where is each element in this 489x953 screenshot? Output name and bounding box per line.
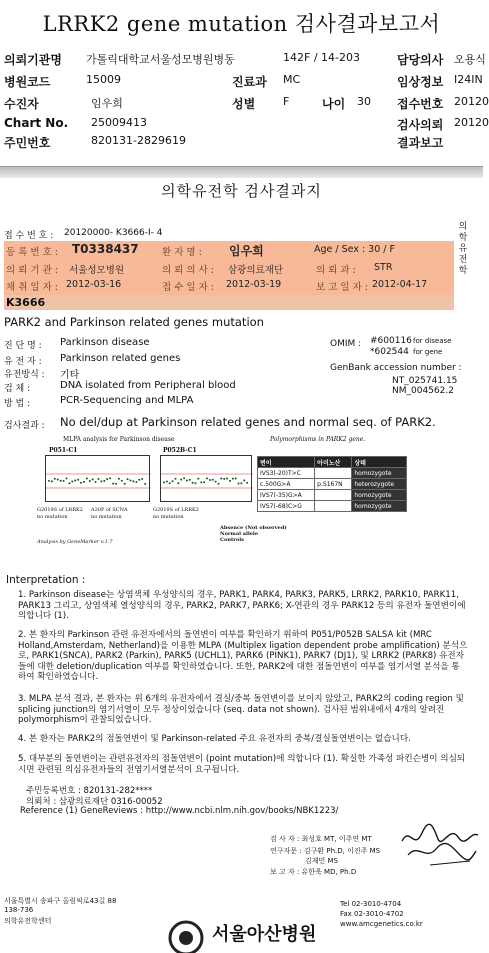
plot-point — [135, 481, 137, 483]
plot-point — [183, 477, 185, 479]
label-age: 나이 — [322, 97, 346, 111]
plot-point — [48, 480, 50, 482]
th-amino: 아미노산 — [315, 457, 352, 468]
plot-point — [200, 481, 202, 483]
staff-tester: 검 사 자 : 최성호 MT, 이주연 MT — [270, 835, 372, 843]
value-resident-no: 820131-2829619 — [91, 134, 186, 147]
method-value: PCR-Sequencing and MLPA — [60, 395, 194, 406]
plot-point — [103, 480, 105, 482]
plot-point — [115, 483, 117, 485]
table-row — [258, 468, 407, 479]
plot-point — [51, 480, 53, 482]
plot-point — [229, 480, 231, 482]
table-cell: IVS3(-20)T>C — [258, 468, 315, 479]
plot1-label: P051-C1 — [49, 447, 78, 454]
label-patient: 수진자 — [4, 97, 39, 111]
plot-point — [92, 478, 94, 480]
plot1-area — [45, 455, 150, 502]
plot-point — [74, 480, 76, 482]
plot-point — [95, 481, 97, 483]
ref-requester: 의뢰처 : 삼광의료재단 0316-00052 — [26, 797, 163, 807]
summary-row-chart — [0, 116, 489, 135]
label-attending-doctor: 담당의사 — [397, 53, 444, 67]
result-value: No del/dup at Parkinson related genes and normal seq. of PARK2. — [60, 415, 436, 429]
specimen-value: DNA isolated from Peripheral blood — [60, 380, 236, 391]
side-tab-char: 학 — [458, 233, 468, 243]
table-cell: IVS7(-35)G>A — [258, 490, 315, 501]
table-cell — [315, 501, 352, 512]
plot-point — [144, 483, 146, 485]
footer-fax: Fax 02-3010-4702 — [340, 910, 404, 918]
mlpa-title: MLPA analysis for Parkinson disease — [63, 436, 175, 443]
analysis-software: Analysis by GeneMarker v.1.7 — [37, 539, 113, 545]
plot-point — [60, 480, 62, 482]
plot-point — [169, 482, 171, 484]
th-status: 상태 — [352, 457, 407, 468]
gene-label: 유 전 자 : — [4, 357, 42, 367]
plot-point — [175, 478, 177, 480]
plot-point — [246, 482, 248, 484]
test-code-bar — [4, 295, 454, 310]
label-requesting-institution: 의뢰기관명 — [4, 53, 62, 67]
diagnosis-value: Parkinson disease — [60, 337, 150, 348]
summary-sheet — [0, 0, 489, 166]
plot2-points — [163, 477, 248, 485]
plot-point — [197, 478, 199, 480]
plot-point — [232, 478, 234, 480]
plot-point — [212, 479, 214, 481]
plot-point — [226, 478, 228, 480]
plot-point — [118, 478, 120, 480]
side-tab-char: 전 — [458, 255, 468, 265]
label-accession-no: 접수번호 — [397, 97, 444, 111]
omim-label: OMIM : — [330, 339, 362, 349]
plot-point — [109, 477, 111, 479]
plot1-svg — [46, 456, 151, 503]
plot-point — [80, 482, 82, 484]
accession-value: 20120000- K3666-I- 4 — [64, 228, 163, 238]
plot-point — [127, 478, 129, 480]
sheet-divider — [0, 166, 483, 178]
plot-point — [203, 481, 205, 483]
age-sex: Age / Sex : 30 / F — [314, 244, 395, 255]
value-requesting-institution: 가톨릭대학교서울성모병원병동 — [86, 53, 235, 66]
test-code: K3666 — [6, 296, 46, 309]
omim-disease-note: for disease — [413, 337, 452, 345]
value-patient: 임우희 — [91, 97, 123, 110]
plot-point — [100, 480, 102, 482]
interpretation-paragraph-4: 4. 본 환자는 PARK2의 점돌연변이 및 Parkinson-related 주요 유전자의 중복/결실돌연변이는 없습니다. — [18, 734, 411, 744]
hospital-name: 서울아산병원 — [212, 924, 317, 945]
label-request-date: 검사의뢰 — [397, 118, 444, 132]
annotation-1: G2019S of LRRK2 — [37, 507, 83, 513]
interpretation-paragraph-3: 3. MLPA 분석 결과, 본 환자는 위 6개의 유전자에서 결실/중복 돌연변이를 보이지 않았고, PARK2의 coding region 및 splicing junction의 염기서열이 모두 정상이었습니다 (seq. data not shown). 검사된 범위내에서 4개의 알려진 polymorphism이 관찰되었습니다. — [18, 694, 464, 725]
plot-point — [54, 478, 56, 480]
plot-point — [112, 483, 114, 485]
plot-point — [163, 481, 165, 483]
plot-point — [89, 480, 91, 482]
plot1-points — [48, 477, 146, 485]
plot-point — [186, 480, 188, 482]
table-cell — [315, 490, 352, 501]
org2-value: 삼광의료재단 — [228, 265, 284, 276]
org-value: 서울성모병원 — [69, 265, 125, 276]
value-hospital-code: 15009 — [86, 73, 121, 86]
specimen-label: 검 체 : — [4, 384, 31, 394]
dept-value: STR — [374, 262, 393, 273]
plot-point — [68, 482, 70, 484]
plot-point — [180, 479, 182, 481]
staff-advisor-2: 김재민 MS — [305, 857, 338, 865]
signature — [400, 821, 480, 871]
omim-disease: #600116 — [370, 336, 412, 346]
receive-date-label: 접 수 일 자 : — [162, 282, 214, 293]
plot-point — [124, 483, 126, 485]
plot-point — [172, 480, 174, 482]
summary-row-requester — [0, 51, 486, 70]
plot-point — [218, 483, 220, 485]
value-age: 30 — [357, 95, 371, 108]
label-sex: 성별 — [232, 97, 256, 111]
label-department: 진료과 — [232, 75, 267, 89]
value-sex: F — [283, 95, 290, 108]
gene-value: Parkinson related genes — [60, 353, 181, 364]
test-name: PARK2 and Parkinson related genes mutation — [4, 315, 264, 329]
footer-address: 서울특별시 송파구 올림픽로43길 88 — [4, 897, 117, 905]
label-chart-no: Chart No. — [4, 116, 69, 130]
accession-label: 접 수 번 호 : — [4, 231, 54, 241]
plot-point — [206, 477, 208, 479]
footer-tel: Tel 02-3010-4704 — [340, 900, 402, 908]
plot-point — [71, 481, 73, 483]
reg-no-value: T0338437 — [72, 242, 139, 256]
table-cell: c.500G>A — [258, 479, 315, 490]
org-label: 의 뢰 기 관 : — [6, 265, 58, 276]
method-label: 방 법 : — [4, 399, 31, 409]
annotation-2b: no mutation — [91, 514, 122, 520]
value-request-date: 20120 — [454, 116, 489, 129]
plot-point — [235, 478, 237, 480]
reference-link: Reference (1) GeneReviews : http://www.ncbi.nlm.nih.gov/books/NBK1223/ — [20, 806, 339, 816]
value-clinical-info: I24IN — [454, 73, 483, 86]
table-row — [258, 479, 407, 490]
result-figure — [35, 431, 445, 581]
report-title: 의학유전학 검사결과지 — [161, 182, 322, 200]
interpretation-paragraph-5: 5. 대부분의 돌연변이는 관련유전자의 점돌연변이 (point mutation)에 의합니다 (1). 확실한 가족성 파킨슨병이 의심되시면 관련된 의심유전자들의 전염기서열분석이 요구됩니다. — [18, 754, 466, 775]
plot-point — [130, 480, 132, 482]
annotation-2: A30P of SCNA — [91, 507, 128, 513]
plot-point — [166, 481, 168, 483]
interpretation-paragraph-1: 1. Parkinson disease는 상염색체 우성양식의 경우, PARK1, PARK4, PARK3, PARK5, LRRK2, PARK10, PARK11, PARK13 그리고, 상염색체 열성양식의 경우, PARK2, PARK7, PARK6; X-연관의 경우 PARK12 등의 유전자 돌연변이에 의합니다 (1). — [18, 590, 466, 621]
report-date-value: 2012-04-17 — [372, 279, 428, 290]
plot-point — [83, 481, 85, 483]
inheritance-label: 유전방식 : — [4, 370, 45, 380]
value-ward: 142F / 14-203 — [283, 51, 360, 64]
plot-point — [220, 478, 222, 480]
side-tab — [456, 222, 470, 277]
dept-label: 의 뢰 과 : — [316, 265, 356, 276]
receive-date-value: 2012-03-19 — [226, 279, 282, 290]
interpretation-paragraph-2: 2. 본 환자의 Parkinson 관련 유전자에서의 돌연변이 여부를 확인하기 위하여 P051/P052B SALSA kit (MRC Holland,Amsterdam, Netherland)을 이용한 MLPA (Multiplex ligation dependent probe amplification) 분석으로, PARK1(SNCA), PARK2 (Parkin), PARK5 (UCHL1), PARK6 (PINK1), PARK7 (DJ1), 및 LRRK2 (PARK8) 유전자들에 대한 deletion/duplication 여부를 확인하였습니다. 또한, PARK2에 대한 점돌연변이 여부를 염기서열 분석을 통하여 확인하였습니다. — [18, 630, 468, 682]
plot-point — [215, 481, 217, 483]
staff-reporter: 보 고 자 : 유한욱 MD, Ph.D — [270, 868, 357, 876]
footer-center: 의학유전학센터 — [4, 917, 52, 925]
legend-normal: Normal allele — [220, 531, 259, 537]
plot-point — [141, 478, 143, 480]
footer-web: www.amcgenetics.co.kr — [340, 920, 423, 928]
plot-point — [66, 478, 68, 480]
patient-info-block — [4, 241, 454, 295]
label-clinical-info: 임상정보 — [397, 75, 444, 89]
summary-row-patient — [0, 95, 489, 114]
plot-point — [195, 482, 197, 484]
table-row — [258, 501, 407, 512]
summary-row-id — [0, 134, 483, 153]
interpretation-title: Interpretation : — [6, 574, 86, 586]
plot-point — [138, 479, 140, 481]
plot-point — [77, 479, 79, 481]
plot-point — [243, 479, 245, 481]
table-cell: homozygote — [352, 468, 407, 479]
plot-point — [223, 478, 225, 480]
plot2-svg — [161, 456, 253, 503]
hospital-logo — [166, 918, 206, 953]
genbank-label: GenBank accession number : — [330, 363, 462, 373]
plot-point — [209, 479, 211, 481]
table-cell — [315, 468, 352, 479]
value-chart-no: 25009413 — [91, 116, 147, 129]
side-tab-char: 유 — [458, 244, 468, 254]
plot-point — [86, 478, 88, 480]
patient-name-label: 환 자 명 : — [162, 247, 202, 258]
summary-title: LRRK2 gene mutation 검사결과보고서 — [42, 12, 441, 36]
plot2-area — [160, 455, 252, 502]
annotation-1b: no mutation — [37, 514, 68, 520]
result-label: 검사결과 : — [4, 421, 45, 431]
genbank-1: NT_025741.15 — [392, 376, 458, 386]
ref-resident-no: 주민등록번호 : 820131-282**** — [26, 786, 153, 796]
plot-point — [57, 479, 59, 481]
reg-no-label: 등 록 번 호 : — [6, 247, 58, 258]
plot-point — [177, 482, 179, 484]
legend-absence: Absence (Not observed) — [220, 525, 287, 531]
plot-point — [192, 482, 194, 484]
plot-point — [189, 479, 191, 481]
table-cell: homozygote — [352, 490, 407, 501]
th-variant: 변이 — [258, 457, 315, 468]
diagnosis-label: 진 단 명 : — [4, 341, 42, 351]
table-cell: p.S167N — [315, 479, 352, 490]
annotation-3: G2019S of LRRK2 — [153, 507, 199, 513]
plot-point — [106, 478, 108, 480]
genbank-2: NM_004562.2 — [392, 386, 454, 396]
table-cell: heterozygote — [352, 479, 407, 490]
polymorphism-table — [257, 456, 407, 512]
patient-name-value: 임우희 — [229, 244, 264, 258]
plot-point — [63, 480, 65, 482]
label-resident-no: 주민번호 — [4, 136, 51, 150]
plot2-label: P052B-C1 — [163, 447, 197, 454]
footer-postcode: 138-736 — [4, 906, 34, 914]
value-attending-doctor: 오용식 — [454, 53, 486, 66]
org2-label: 의 뢰 의 사 : — [162, 265, 214, 276]
poly-title: Polymorphisms in PARK2 gene. — [270, 436, 366, 443]
report-page — [0, 178, 483, 953]
table-cell: homozygote — [352, 501, 407, 512]
plot-point — [238, 483, 240, 485]
plot-point — [132, 480, 134, 482]
annotation-3b: no mutation — [153, 514, 184, 520]
report-date-label: 보 고 일 자 : — [316, 282, 368, 293]
omim-gene-note: for gene — [413, 348, 443, 356]
plot-point — [98, 478, 100, 480]
table-row — [258, 490, 407, 501]
legend-controls: Controls — [220, 537, 244, 543]
collect-date-value: 2012-03-16 — [66, 279, 122, 290]
collect-date-label: 채 취 일 자 : — [6, 282, 58, 293]
plot-point — [240, 482, 242, 484]
inheritance-value: 기타 — [60, 370, 80, 381]
plot-point — [121, 480, 123, 482]
omim-gene: *602544 — [370, 347, 409, 357]
summary-row-hospital-code — [0, 73, 483, 92]
label-result-report: 결과보고 — [397, 136, 444, 150]
staff-advisor: 연구자문 : 김구환 Ph.D, 이진주 MS — [270, 847, 381, 855]
side-tab-char: 학 — [458, 266, 468, 276]
value-department: MC — [283, 73, 301, 86]
label-hospital-code: 병원코드 — [4, 75, 51, 89]
side-tab-char: 의 — [458, 222, 468, 232]
value-accession-no: 20120 — [454, 95, 489, 108]
table-header-row — [258, 457, 407, 468]
table-cell: IVS7(-68)C>G — [258, 501, 315, 512]
